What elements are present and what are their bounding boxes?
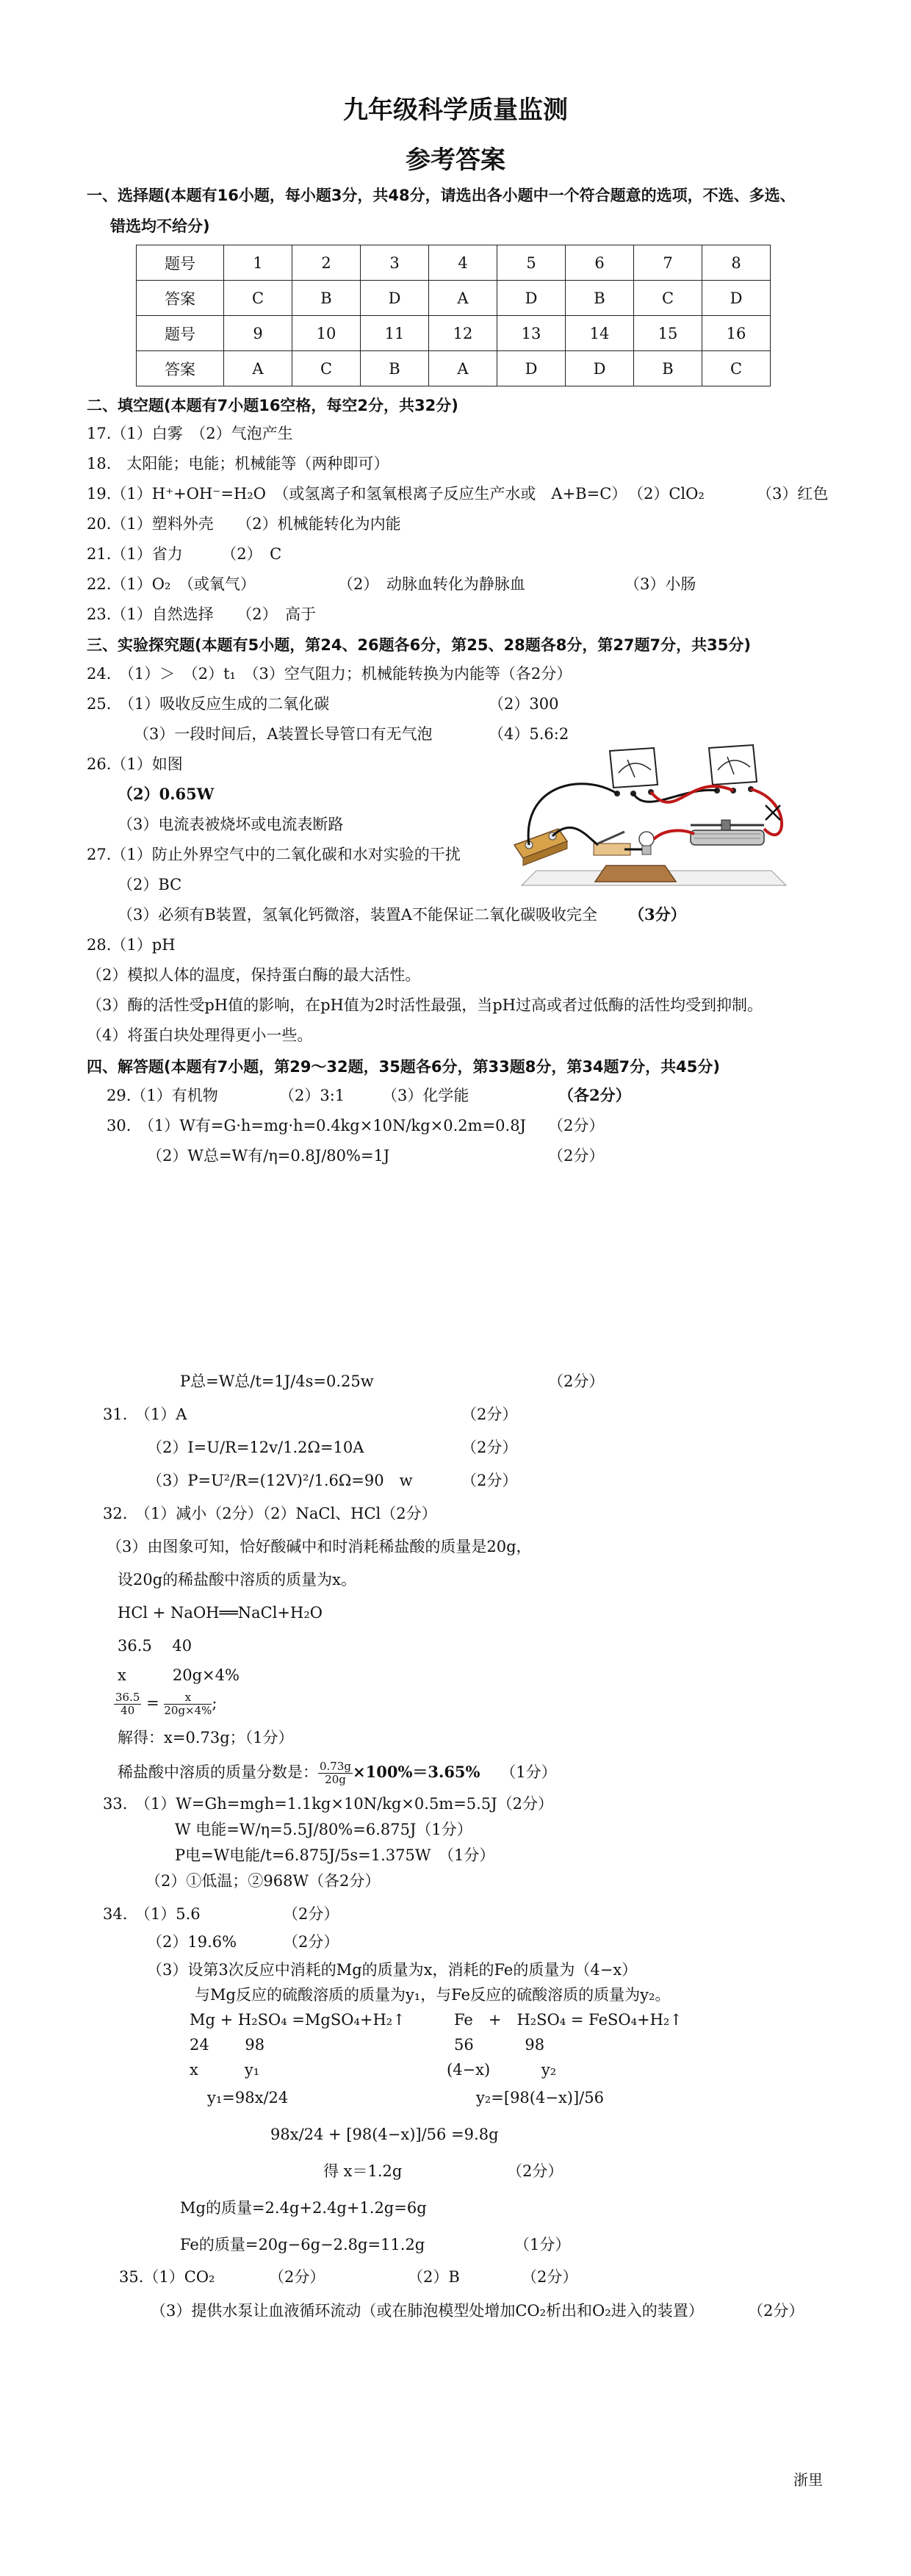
q19-3: （3）红色 [757, 485, 829, 503]
answer-table-header-cell: 答案 [137, 281, 224, 316]
q32-3: 设20g的稀盐酸中溶质的质量为x。 [118, 1571, 357, 1589]
section3-heading: 三、实验探究题(本题有5小题，第24、26题各6分，第25、28题各8分，第27题7分，共35分) [87, 636, 751, 654]
q29-3: （3）化学能 [382, 1087, 469, 1104]
answer-table-cell: D [566, 351, 634, 386]
q20: 20.（1）塑料外壳 （2）机械能转化为内能 [87, 515, 401, 533]
q35-2-score: （2分） [522, 2268, 578, 2286]
footer-mark: 浙里 [793, 2471, 823, 2489]
answer-table-cell: 15 [634, 316, 702, 351]
answer-table-cell: 14 [566, 316, 634, 351]
answer-table-cell: 2 [292, 245, 361, 281]
q27-score: （3分） [629, 905, 686, 924]
answer-table-cell: 7 [634, 245, 702, 281]
q34-var-fe: (4−x) y₂ [447, 2061, 557, 2079]
q29-1: 29.（1）有机物 [107, 1087, 218, 1104]
switch [594, 832, 630, 855]
q21: 21.（1）省力 （2） C [87, 545, 282, 563]
q31-3-score: （2分） [461, 1472, 518, 1489]
q28-2: （2）模拟人体的温度，保持蛋白酶的最大活性。 [87, 966, 421, 984]
q27-1: 27.（1）防止外界空气中的二氧化碳和水对实验的干扰 [87, 846, 461, 863]
q34-fe-score: （1分） [514, 2236, 571, 2253]
page-title: 九年级科学质量监测 [343, 96, 568, 125]
q34-eq-mg: Mg + H₂SO₄ =MgSO₄+H₂↑ [190, 2011, 406, 2029]
q23: 23.（1）自然选择 （2） 高于 [87, 605, 317, 623]
q32-masses: 36.5 40 [118, 1637, 192, 1655]
q35-3: （3）提供水泵让血液循环流动（或在肺泡模型处增加CO₂析出和O₂进入的装置） [151, 2302, 704, 2320]
q29-2: （2）3:1 [279, 1087, 345, 1104]
answer-table-cell: C [634, 281, 702, 316]
q33-2: W 电能=W/η=5.5J/80%=6.875J（1分） [175, 1821, 472, 1838]
q31-3: （3）P=U²/R=(12V)²/1.6Ω=90 w [147, 1472, 413, 1489]
q26-2: （2）0.65W [118, 785, 215, 803]
q31-2-score: （2分） [461, 1439, 518, 1456]
voltmeter [610, 748, 658, 796]
q34-x: 得 x＝1.2g [323, 2162, 403, 2180]
answer-table-cell: 5 [497, 245, 566, 281]
answer-table-cell: 12 [429, 316, 497, 351]
q32-unknowns: x 20g×4% [118, 1666, 240, 1684]
answer-table-cell: 9 [224, 316, 292, 351]
q22-2: （2） 动脉血转化为静脉血 [338, 575, 525, 593]
q34-3: （3）设第3次反应中消耗的Mg的质量为x，消耗的Fe的质量为（4−x） [147, 1961, 638, 1979]
answer-table-cell: B [292, 281, 361, 316]
section4-heading: 四、解答题(本题有7小题，第29～32题，35题各6分，第33题8分，第34题7分，共45分) [87, 1058, 720, 1076]
fraction: $\frac{36.5}{40}$ [115, 1691, 140, 1717]
q34-mass-mg: 24 98 [190, 2036, 265, 2054]
q32-solve: 解得：x=0.73g；（1分） [118, 1729, 294, 1746]
q32-equation: HCl + NaOH══NaCl+H₂O [118, 1604, 323, 1622]
q33-3: P电=W电能/t=6.875J/5s=1.375W （1分） [175, 1846, 495, 1864]
q18: 18. 太阳能；电能；机械能等（两种即可） [87, 455, 389, 472]
answer-table-cell: 11 [361, 316, 429, 351]
q19-2: （2）ClO₂ [628, 485, 705, 503]
q30-3: P总=W总/t=1J/4s=0.25w [180, 1372, 374, 1390]
q22-1: 22.（1）O₂ （或氧气） [87, 575, 256, 593]
battery-pack [514, 829, 567, 866]
q28-1: 28.（1）pH [87, 936, 176, 954]
board [595, 866, 676, 882]
q27-3: （3）必须有B装置，氢氧化钙微溶，装置A不能保证二氧化碳吸收完全 [118, 906, 597, 924]
answer-table-header-cell: 题号 [137, 245, 224, 281]
answer-table-header-cell: 题号 [137, 316, 224, 351]
q34-3b: 与Mg反应的硫酸溶质的质量为y₁，与Fe反应的硫酸溶质的质量为y₂。 [195, 1986, 671, 2004]
wire-red-2 [751, 789, 782, 835]
answer-table-cell: 13 [497, 316, 566, 351]
fraction: $\frac{0.73g}{20g}$ [320, 1760, 352, 1786]
q32-2: （3）由图象可知，恰好酸碱中和时消耗稀盐酸的质量是20g， [107, 1538, 532, 1555]
section2-heading: 二、填空题(本题有7小题16空格，每空2分，共32分) [87, 397, 458, 414]
answer-table-cell: A [429, 351, 497, 386]
q32-proportion: $\frac{36.5}{40}$ = $\frac{x}{20g\times 4\%}$ ; [115, 1691, 217, 1717]
q22-3: （3）小肠 [624, 575, 696, 593]
q33-4: （2）①低温；②968W（各2分） [145, 1872, 381, 1890]
circuit-diagram [507, 742, 801, 893]
q34-1-score: （2分） [283, 1905, 339, 1923]
q26-3: （3）电流表被烧坏或电流表断路 [118, 816, 344, 833]
answer-table-cell: B [634, 351, 702, 386]
q30-3-score: （2分） [548, 1372, 605, 1390]
answer-table-cell: D [497, 281, 566, 316]
q34-y1: y₁=98x/24 [207, 2089, 289, 2107]
q29-score: （各2分） [558, 1086, 631, 1104]
q34-2: （2）19.6% [147, 1933, 237, 1951]
q25-1: 25. （1）吸收反应生成的二氧化碳 [87, 695, 330, 713]
q34-y2: y₂=[98(4−x)]/56 [476, 2089, 604, 2107]
q30-2: （2）W总=W有/η=0.8J/80%=1J [147, 1147, 390, 1165]
answer-table-cell: 1 [224, 245, 292, 281]
q28-3: （3）酶的活性受pH值的影响，在pH值为2时活性最强，当pH过高或者过低酶的活性均受到抑制。 [87, 996, 763, 1014]
q35-2: （2）B [408, 2268, 460, 2286]
q24: 24. （1）＞ （2）t₁ （3）空气阻力；机械能转换为内能等（各2分） [87, 665, 572, 683]
q35-1: 35.（1）CO₂ [119, 2268, 215, 2286]
answer-table-header-cell: 答案 [137, 351, 224, 386]
q34-fe-mass: Fe的质量=20g−6g−2.8g=11.2g [180, 2236, 425, 2253]
answer-table-row [137, 245, 771, 281]
q32-result: 稀盐酸中溶质的质量分数是： $\frac{0.73g}{20g}$ ×100%＝3.65% （1分） [118, 1760, 557, 1786]
q30-2-score: （2分） [548, 1147, 605, 1165]
answer-table-cell: A [224, 351, 292, 386]
answer-table-cell: C [292, 351, 361, 386]
answer-table [136, 245, 771, 386]
wire-red-3 [654, 830, 694, 839]
q31-2: （2）I=U/R=12v/1.2Ω=10A [147, 1439, 364, 1456]
q32-1: 32. （1）减小（2分）（2）NaCl、HCl（2分） [103, 1505, 437, 1522]
rheostat [691, 820, 764, 845]
q34-mass-fe: 56 98 [454, 2036, 545, 2054]
answer-table-cell: 10 [292, 316, 361, 351]
q34-x-score: （2分） [507, 2162, 563, 2180]
q25-3: （3）一段时间后，A装置长导管口有无气泡 [134, 725, 433, 743]
q33-1: 33. （1）W=Gh=mgh=1.1kg×10N/kg×0.5m=5.5J（2分） [103, 1795, 553, 1813]
q25-4: （4）5.6:2 [489, 725, 569, 743]
answer-table-cell: B [361, 351, 429, 386]
answer-table-cell: B [566, 281, 634, 316]
q34-var-mg: x y₁ [190, 2061, 260, 2079]
answer-table-cell: 16 [702, 316, 771, 351]
q35-1-score: （2分） [269, 2268, 325, 2286]
answer-table-cell: D [702, 281, 771, 316]
q34-2-score: （2分） [283, 1933, 339, 1951]
fraction: $\frac{x}{20g\times 4\%}$ [164, 1691, 212, 1717]
q25-2: （2）300 [489, 695, 559, 713]
q34-1: 34. （1）5.6 [103, 1905, 201, 1923]
answer-table-cell: D [361, 281, 429, 316]
q27-2: （2）BC [118, 876, 182, 893]
q31-1-score: （2分） [461, 1406, 518, 1423]
q17: 17.（1）白雾 （2）气泡产生 [87, 425, 293, 442]
answer-table-cell: 4 [429, 245, 497, 281]
q26-1: 26.（1）如图 [87, 755, 183, 773]
q30-1-score: （2分） [548, 1117, 605, 1134]
answer-table-cell: C [224, 281, 292, 316]
answer-table-cell: 3 [361, 245, 429, 281]
answer-table-cell: D [497, 351, 566, 386]
answer-table-row [137, 281, 771, 316]
page-subtitle: 参考答案 [406, 145, 505, 175]
q35-3-score: （2分） [748, 2302, 804, 2320]
answer-table-cell: 8 [702, 245, 771, 281]
answer-table-cell: A [429, 281, 497, 316]
q19-1: 19.（1）H⁺+OH⁻=H₂O （或氢离子和氢氧根离子反应生产水或 A+B=C） [87, 485, 627, 503]
answer-table-row [137, 351, 771, 386]
q34-mg-mass: Mg的质量=2.4g+2.4g+1.2g=6g [180, 2199, 427, 2217]
answer-table-cell: 6 [566, 245, 634, 281]
q34-eq-fe: Fe + H₂SO₄ = FeSO₄+H₂↑ [454, 2011, 683, 2029]
answer-table-cell: C [702, 351, 771, 386]
section1-heading: 一、选择题(本题有16小题，每小题3分，共48分，请选出各小题中一个符合题意的选项，不选、多选、 [87, 187, 796, 204]
answer-table-row [137, 316, 771, 351]
section1-heading-cont: 错选均不给分) [110, 217, 210, 235]
q31-1: 31. （1）A [103, 1406, 187, 1423]
q28-4: （4）将蛋白块处理得更小一些。 [87, 1026, 313, 1044]
q30-1: 30. （1）W有=G·h=mg·h=0.4kg×10N/kg×0.2m=0.8J [107, 1117, 526, 1134]
bulb [639, 832, 654, 855]
q34-sum: 98x/24 + [98(4−x)]/56 =9.8g [270, 2126, 499, 2143]
